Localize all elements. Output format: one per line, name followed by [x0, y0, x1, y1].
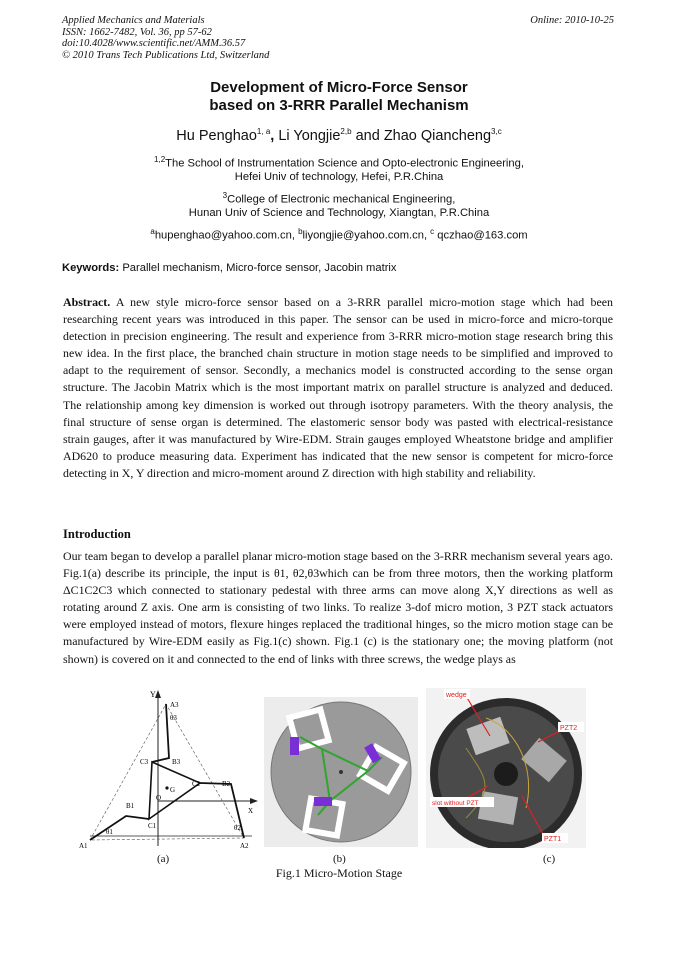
label-c2: C2 — [192, 780, 201, 788]
label-wedge: wedge — [446, 692, 467, 699]
email-b[interactable]: liyongjie@yahoo.com.cn, — [302, 229, 428, 242]
figure-1c-photo — [426, 688, 586, 848]
affiliation-3-sup: 3 — [222, 191, 228, 200]
authors-and: and — [355, 127, 380, 144]
copyright: © 2010 Trans Tech Publications Ltd, Switzerland — [62, 49, 270, 61]
affiliation-1-2-sup: 1,2 — [154, 155, 166, 164]
label-theta1: θ1 — [106, 828, 113, 836]
label-b2: B2 — [222, 780, 231, 788]
author-emails — [0, 225, 678, 243]
label-slot: slot without PZT — [432, 800, 479, 807]
author-2-sup: 2,b — [340, 127, 352, 136]
email-a[interactable]: hupenghao@yahoo.com.cn, — [154, 229, 295, 242]
label-o: O — [156, 794, 162, 802]
label-pzt1: PZT1 — [544, 836, 562, 843]
label-c3: C3 — [140, 758, 149, 766]
journal-header — [62, 15, 269, 61]
subcaption-c: (c) — [543, 853, 556, 865]
label-a2: A2 — [240, 842, 249, 850]
label-theta3: θ3 — [170, 714, 177, 722]
keywords-label: Keywords: — [62, 262, 120, 274]
email-b-sup: b — [298, 227, 303, 236]
email-c-sup: c — [430, 227, 435, 236]
section-heading-introduction: Introduction — [63, 527, 131, 541]
abstract-text: A new style micro-force sensor based on a 3-RRR parallel micro-motion stage which had been researching recent years was introduced in this paper. The sensor can be used in micro-force and micro-torque detection in precision engineering. The result and experience from 3-RRR micro-motion stage research bring this new idea. In the first place, the branched chain structure in motion stage needs to be simplified and improved to adapt to the requirement of sensor. Secondly, a mechanics model is constructed according to the sense organ structure. The Jacobin Matrix which is the most important matrix on parallel structure is analyzed and deduced. The relationship among key dimension is worked out through isotropy parameters. With the theory analysis, the final structure of sense organ is determined. The elastomeric sensor body was pasted with electrical-resistance strain gauges, after it was manufactured by Wire-EDM. Strain gauges employed Wheatstone bridge and amplifier AD620 to produce measuring data. Experiment has indicated that the new sensor is competent for micro-force detecting in X, Y direction and micro-moment around Z direction with high stability and reliability. — [63, 295, 613, 480]
label-a3: A3 — [170, 701, 179, 709]
abstract — [63, 294, 613, 482]
affiliation-3-line-1: College of Electronic mechanical Engineering, — [227, 193, 456, 206]
introduction-text: Our team began to develop a parallel planar micro-motion stage based on the 3-RRR mechanism several years ago. Fig.1(a) describe its principle, the input is θ1, θ2,θ3which can be from three motors, then the working platform ΔC1C2C3 which connected to stationary pedestal with three arms can move along X,Y directions as well as rotating around Z axis. One arm is consisting of two links. To realize 3-dof micro motion, 3 PZT stack actuators were employed instead of motors, flexure hinges replaced the traditional hinges, so the micro motion stage can be manufactured by Wire-EDM easily as Fig.1(c) shown. Fig.1 (c) is the stationary one; the moving platform (not shown) is covered on it and connected to the end of links with three screws, the wedge plays as — [63, 549, 613, 666]
figure-caption: Fig.1 Micro-Motion Stage — [275, 866, 403, 880]
paper-title — [0, 79, 678, 115]
figure-1b-model — [264, 697, 418, 847]
author-3-sup: 3,c — [491, 127, 502, 136]
author-1-sup: 1, a — [256, 127, 271, 136]
label-y: Y — [150, 690, 156, 699]
affiliation-1-2 — [0, 153, 678, 185]
label-theta2: θ2 — [234, 824, 241, 832]
label-b1: B1 — [126, 802, 135, 810]
affiliation-3 — [0, 189, 678, 221]
title-line-2: based on 3-RRR Parallel Mechanism — [209, 97, 469, 114]
keywords-text: Parallel mechanism, Micro-force sensor, Jacobin matrix — [122, 262, 397, 274]
stage-photo-image — [426, 688, 586, 848]
label-a1: A1 — [79, 842, 88, 850]
label-g: G — [170, 786, 176, 794]
label-c1: C1 — [148, 822, 157, 830]
label-b3: B3 — [172, 758, 181, 766]
author-3: Zhao Qiancheng — [383, 127, 492, 144]
label-x: X — [248, 807, 254, 815]
authors: Hu Penghao$^{1, a}$, Li Yongjie$^{2,b}$ and Zhao Qiancheng$^{3,c}$ — [176, 127, 502, 144]
title-line-1: Development of Micro-Force Sensor — [210, 79, 468, 96]
figure-1a-schematic — [76, 688, 262, 856]
affiliation-1-2-line-2: Hefei Univ of technology, Hefei, P.R.China — [234, 171, 444, 184]
abstract-label: Abstract. — [63, 295, 111, 309]
journal-name: Applied Mechanics and Materials — [62, 15, 205, 26]
email-c[interactable]: qczhao@163.com — [437, 229, 528, 242]
author-2: Li Yongjie — [278, 127, 341, 144]
online-date: Online: 2010-10-25 — [530, 15, 614, 26]
affiliation-3-line-2: Hunan Univ of Science and Technology, Xiangtan, P.R.China — [188, 207, 490, 220]
subcaption-a: (a) — [157, 853, 170, 865]
email-a-sup: a — [150, 227, 155, 236]
subcaption-b: (b) — [333, 853, 346, 865]
issn: ISSN: 1662-7482, Vol. 36, pp 57-62 — [62, 26, 212, 38]
label-pzt2: PZT2 — [560, 725, 578, 732]
author-1: Hu Penghao — [176, 127, 257, 144]
doi: doi:10.4028/www.scientific.net/AMM.36.57 — [62, 38, 246, 50]
keywords — [62, 262, 397, 274]
affiliation-1-2-line-1: The School of Instrumentation Science and Opto-electronic Engineering, — [165, 157, 524, 170]
